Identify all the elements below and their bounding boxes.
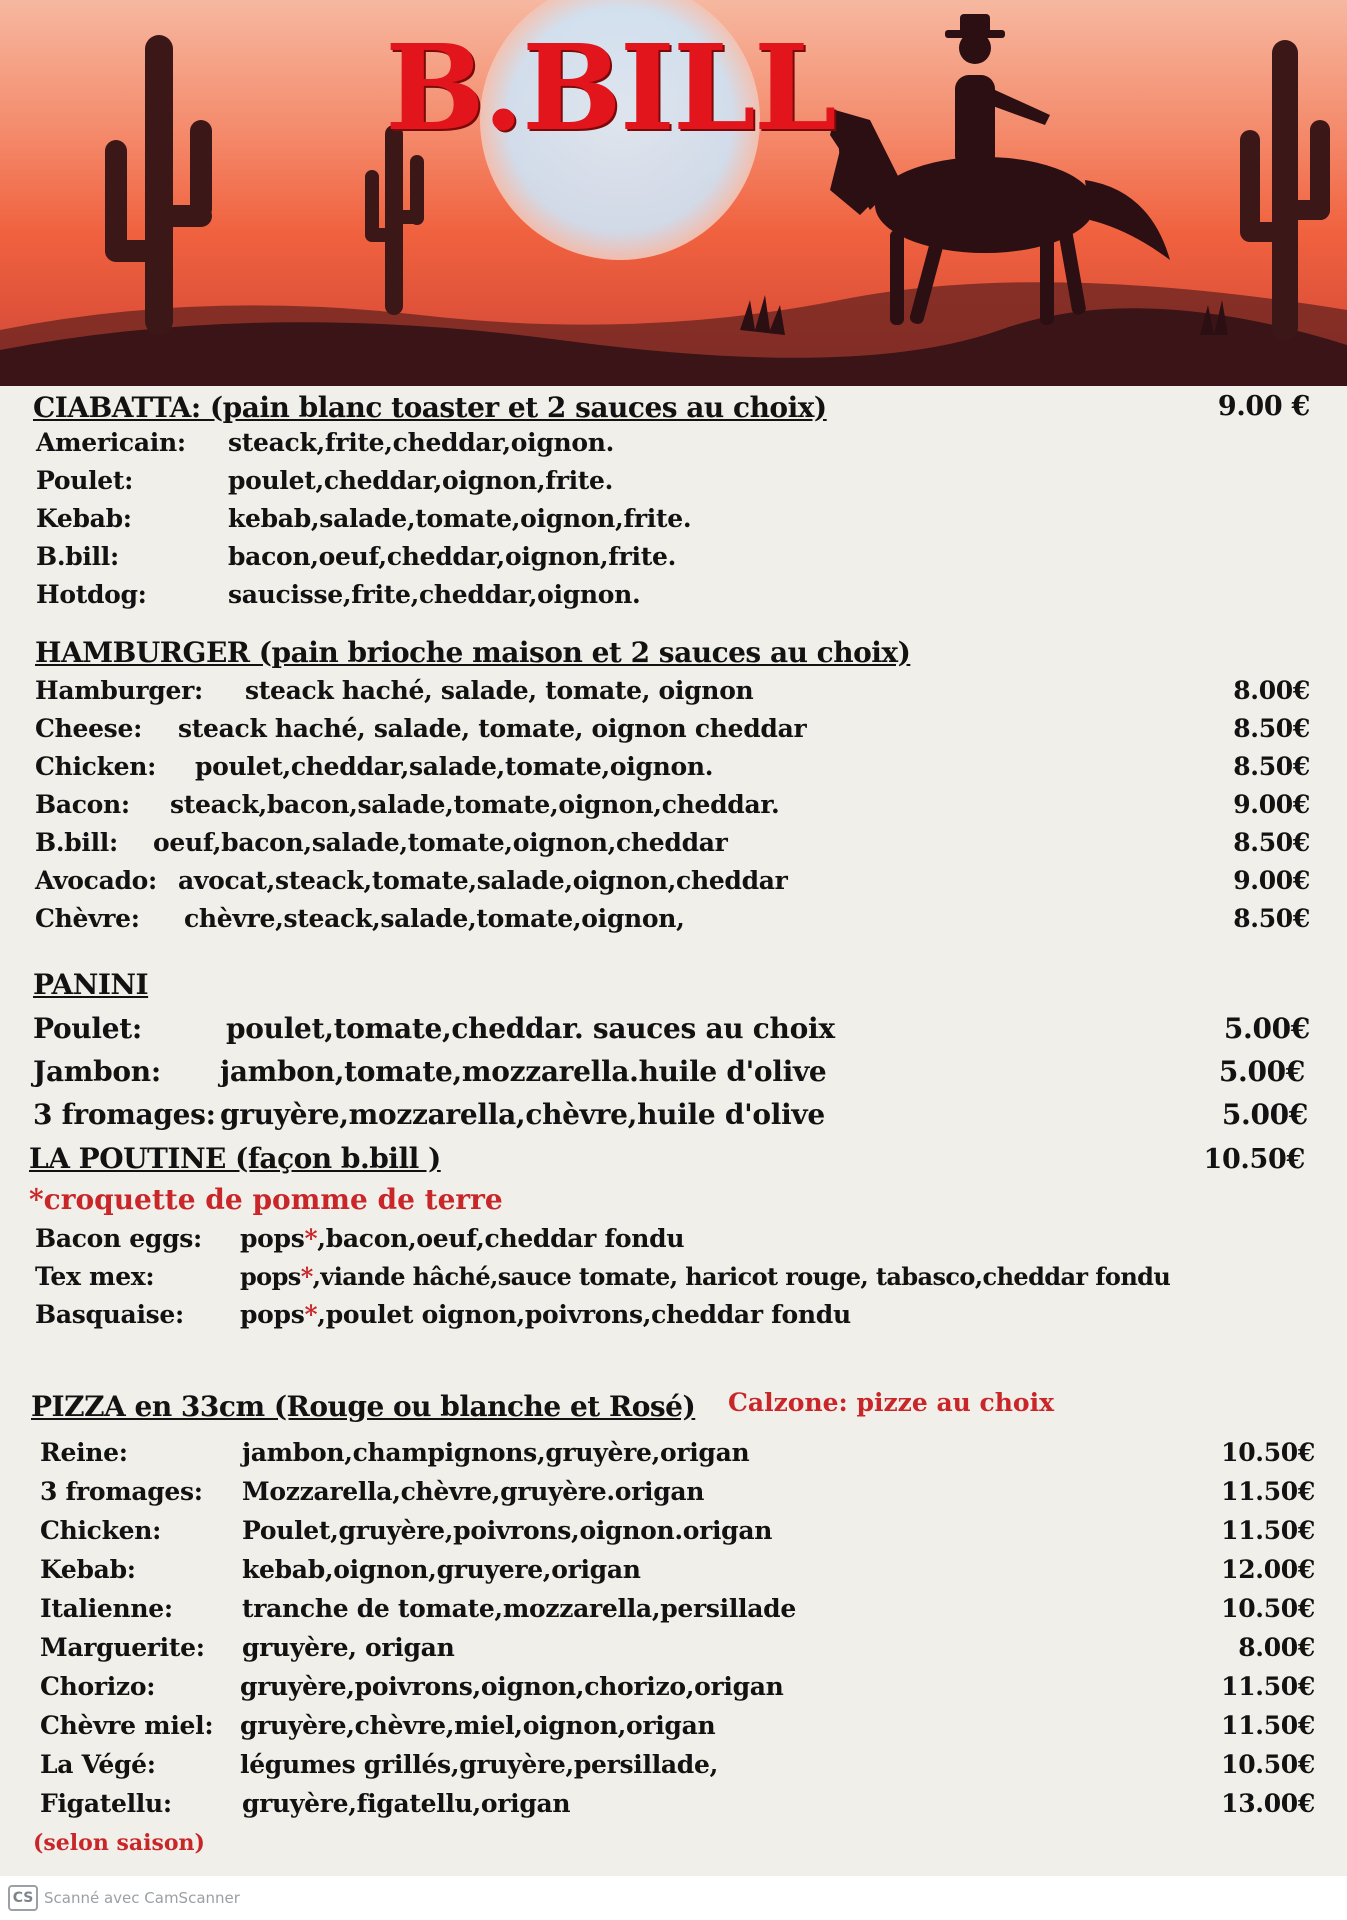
list-item-name: Hamburger: xyxy=(35,676,203,705)
list-item-desc: steack,frite,cheddar,oignon. xyxy=(228,428,615,457)
list-item-desc: pops*,viande hâché,sauce tomate, haricot rouge, tabasco,cheddar fondu xyxy=(240,1262,1171,1291)
season-note: (selon saison) xyxy=(33,1830,205,1856)
list-item-name: Cheese: xyxy=(35,714,142,743)
list-item-price: 5.00€ xyxy=(1223,1012,1310,1045)
list-item-name: Bacon: xyxy=(35,790,130,819)
list-item-desc: chèvre,steack,salade,tomate,oignon, xyxy=(184,904,685,933)
menu-body xyxy=(0,386,1347,1876)
list-item-name: Italienne: xyxy=(40,1594,173,1623)
list-item-name: Kebab: xyxy=(36,504,132,533)
list-item-name: Poulet: xyxy=(36,466,134,495)
scanner-footer xyxy=(0,1876,1347,1920)
list-item-price: 8.50€ xyxy=(1233,904,1310,933)
list-item-desc: pops*,bacon,oeuf,cheddar fondu xyxy=(240,1224,685,1253)
list-item-name: 3 fromages: xyxy=(40,1477,203,1506)
list-item-desc: Mozzarella,chèvre,gruyère.origan xyxy=(242,1477,705,1506)
pizza-section-title: PIZZA en 33cm (Rouge ou blanche et Rosé) xyxy=(31,1390,696,1423)
list-item-price: 10.50€ xyxy=(1221,1594,1315,1623)
header-banner xyxy=(0,0,1347,386)
asterisk-mark: * xyxy=(304,1300,318,1329)
ciabatta-section-title: CIABATTA: (pain blanc toaster et 2 sauces au choix) xyxy=(33,391,827,424)
list-item-price: 11.50€ xyxy=(1221,1516,1315,1545)
list-item-desc: Poulet,gruyère,poivrons,oignon.origan xyxy=(242,1516,773,1545)
brand-title: B.BILL xyxy=(385,18,835,157)
hamburger-section-title: HAMBURGER (pain brioche maison et 2 sauces au choix) xyxy=(35,636,911,669)
list-item-desc: kebab,oignon,gruyere,origan xyxy=(242,1555,641,1584)
list-item-price: 11.50€ xyxy=(1221,1477,1315,1506)
list-item-name: Americain: xyxy=(36,428,186,457)
list-item-desc: poulet,cheddar,salade,tomate,oignon. xyxy=(195,752,714,781)
list-item-desc: tranche de tomate,mozzarella,persillade xyxy=(242,1594,796,1623)
asterisk-mark: * xyxy=(304,1224,318,1253)
list-item-desc: steack,bacon,salade,tomate,oignon,cheddar. xyxy=(170,790,780,819)
list-item-name: Chèvre miel: xyxy=(40,1711,214,1740)
list-item-price: 8.00€ xyxy=(1233,676,1310,705)
list-item-name: Bacon eggs: xyxy=(35,1224,202,1253)
list-item-desc: kebab,salade,tomate,oignon,frite. xyxy=(228,504,692,533)
calzone-note: Calzone: pizze au choix xyxy=(728,1388,1055,1417)
list-item-desc: gruyère,poivrons,oignon,chorizo,origan xyxy=(240,1672,784,1701)
list-item-price: 12.00€ xyxy=(1221,1555,1315,1584)
list-item-name: La Végé: xyxy=(40,1750,156,1779)
list-item-name: Chorizo: xyxy=(40,1672,156,1701)
list-item-desc: oeuf,bacon,salade,tomate,oignon,cheddar xyxy=(153,828,728,857)
list-item-name: Chicken: xyxy=(40,1516,162,1545)
list-item-name: Chèvre: xyxy=(35,904,140,933)
list-item-name: B.bill: xyxy=(35,828,118,857)
list-item-name: Avocado: xyxy=(35,866,157,895)
camscanner-logo-icon: CS xyxy=(8,1885,38,1911)
list-item-price: 9.00€ xyxy=(1233,790,1310,819)
list-item-name: Kebab: xyxy=(40,1555,136,1584)
list-item-price: 9.00€ xyxy=(1233,866,1310,895)
list-item-desc: saucisse,frite,cheddar,oignon. xyxy=(228,580,641,609)
list-item-name: Tex mex: xyxy=(35,1262,155,1291)
list-item-price: 10.50€ xyxy=(1221,1750,1315,1779)
list-item-desc: jambon,champignons,gruyère,origan xyxy=(242,1438,750,1467)
list-item-desc: gruyère, origan xyxy=(242,1633,455,1662)
list-item-name: Reine: xyxy=(40,1438,128,1467)
scanner-watermark: Scanné avec CamScanner xyxy=(44,1889,240,1907)
list-item-desc: jambon,tomate,mozzarella.huile d'olive xyxy=(220,1055,827,1088)
list-item-desc: avocat,steack,tomate,salade,oignon,cheddar xyxy=(178,866,788,895)
list-item-name: Chicken: xyxy=(35,752,157,781)
panini-section-title: PANINI xyxy=(33,968,149,1001)
list-item-name: Hotdog: xyxy=(36,580,147,609)
list-item-name: Marguerite: xyxy=(40,1633,205,1662)
list-item-price: 11.50€ xyxy=(1221,1711,1315,1740)
poutine-price: 10.50€ xyxy=(1203,1144,1305,1175)
list-item-desc: poulet,cheddar,oignon,frite. xyxy=(228,466,614,495)
list-item-name: Basquaise: xyxy=(35,1300,184,1329)
list-item-price: 5.00€ xyxy=(1218,1055,1305,1088)
poutine-note: *croquette de pomme de terre xyxy=(29,1183,503,1216)
list-item-name: Figatellu: xyxy=(40,1789,172,1818)
list-item-price: 5.00€ xyxy=(1221,1098,1308,1131)
list-item-desc: gruyère,mozzarella,chèvre,huile d'olive xyxy=(220,1098,825,1131)
asterisk-mark: * xyxy=(300,1262,313,1291)
list-item-desc: steack haché, salade, tomate, oignon xyxy=(245,676,754,705)
list-item-desc: steack haché, salade, tomate, oignon cheddar xyxy=(178,714,807,743)
list-item-desc: pops*,poulet oignon,poivrons,cheddar fondu xyxy=(240,1300,851,1329)
poutine-section-title: LA POUTINE (façon b.bill ) xyxy=(29,1142,441,1175)
list-item-name: 3 fromages: xyxy=(33,1098,216,1131)
list-item-price: 10.50€ xyxy=(1221,1438,1315,1467)
list-item-price: 11.50€ xyxy=(1221,1672,1315,1701)
list-item-desc: gruyère,chèvre,miel,oignon,origan xyxy=(240,1711,716,1740)
list-item-desc: bacon,oeuf,cheddar,oignon,frite. xyxy=(228,542,677,571)
ciabatta-price: 9.00 € xyxy=(1217,391,1310,422)
list-item-price: 8.50€ xyxy=(1233,828,1310,857)
list-item-price: 8.50€ xyxy=(1233,752,1310,781)
list-item-price: 8.00€ xyxy=(1238,1633,1315,1662)
list-item-price: 8.50€ xyxy=(1233,714,1310,743)
list-item-desc: gruyère,figatellu,origan xyxy=(242,1789,571,1818)
list-item-price: 13.00€ xyxy=(1221,1789,1315,1818)
list-item-name: B.bill: xyxy=(36,542,119,571)
list-item-desc: poulet,tomate,cheddar. sauces au choix xyxy=(226,1012,835,1045)
list-item-name: Jambon: xyxy=(33,1055,161,1088)
list-item-desc: légumes grillés,gruyère,persillade, xyxy=(240,1750,718,1779)
list-item-name: Poulet: xyxy=(33,1012,142,1045)
